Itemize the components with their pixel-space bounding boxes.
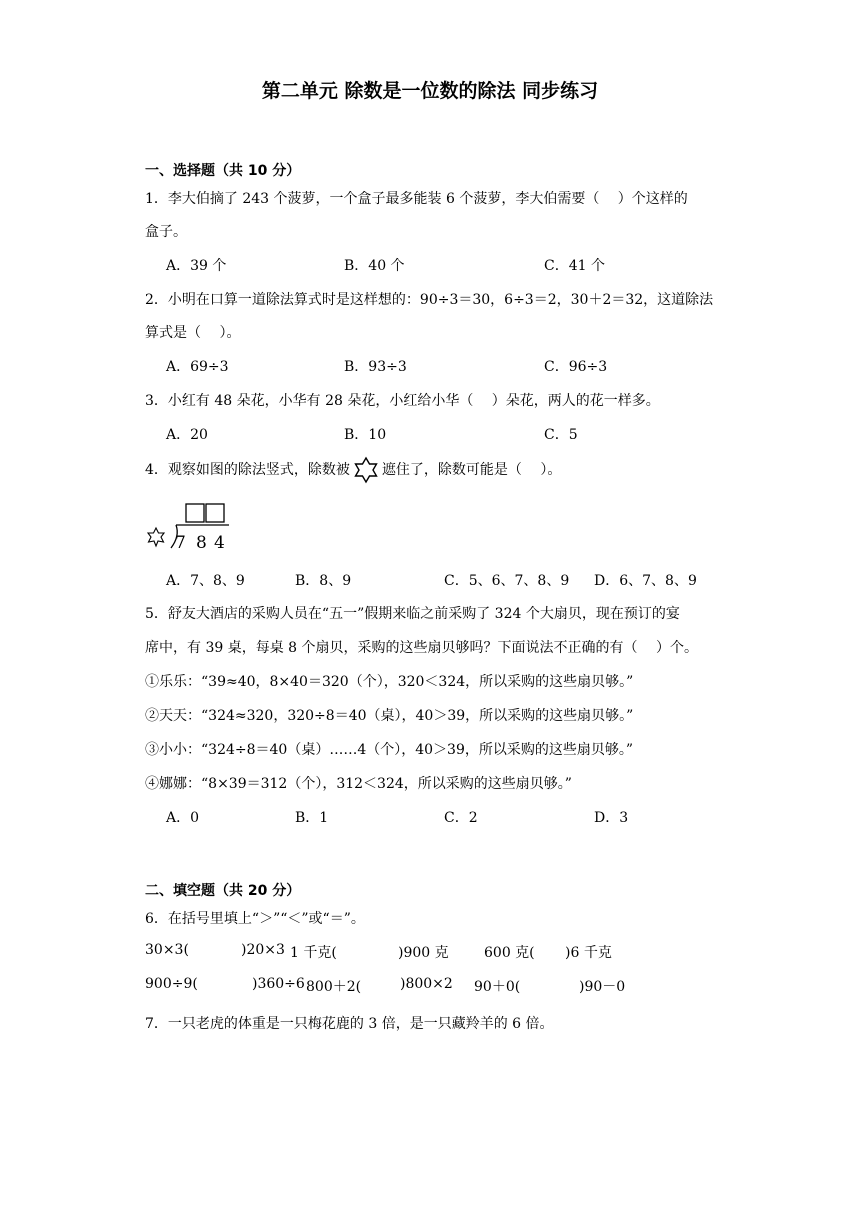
q4-option-d: D．6、7、8、9 [594, 573, 697, 589]
q5-option-d: D．3 [594, 810, 629, 826]
q5-statement-4: ④娜娜：“8×39＝312（个），312＜324，所以采购的这些扇贝够。” [145, 776, 572, 792]
question-2-text-cont: 算式是（ ）。 [145, 325, 241, 341]
q6-row2-item2-left: 800＋2( [306, 979, 362, 995]
q3-option-b: B．10 [344, 427, 387, 443]
question-4-text-before: 4．观察如图的除法竖式，除数被 [145, 462, 350, 478]
q2-option-a: A．69÷3 [166, 359, 229, 375]
q6-row2-item3-right: )90－0 [579, 979, 626, 995]
q3-option-a: A．20 [166, 427, 208, 443]
q5-option-c: C．2 [444, 810, 478, 826]
section-heading-choice: 一、选择题（共 10 分） [145, 163, 301, 179]
long-division-figure [145, 500, 245, 556]
q4-option-a: A．7、8、9 [166, 573, 245, 589]
q6-row1-item2-left: 1 千克( [290, 945, 337, 961]
quotient-box-1 [186, 504, 204, 522]
question-6-text: 6．在括号里填上“＞”“＜”或“＝”。 [145, 911, 365, 927]
quotient-box-2 [206, 504, 224, 522]
q1-option-c: C．41 个 [544, 258, 605, 274]
question-1-text-cont: 盒子。 [145, 224, 187, 240]
star-icon [352, 456, 380, 484]
q6-row2-item1-right: )360÷6 [252, 976, 305, 992]
divisor-star-icon [148, 528, 164, 546]
q5-statement-3: ③小小：“324÷8＝40（桌）……4（个），40＞39，所以采购的这些扇贝够。” [145, 742, 634, 758]
q6-row1-item3-right: )6 千克 [565, 945, 612, 961]
q6-row2-item2-right: )800×2 [400, 976, 453, 992]
q6-row1-item1-right: )20×3 [241, 942, 285, 958]
page-title: 第二单元 除数是一位数的除法 同步练习 [261, 80, 599, 102]
question-2-text: 2．小明在口算一道除法算式时是这样想的：90÷3＝30，6÷3＝2，30＋2＝32，这道除法 [145, 292, 714, 308]
q6-row1-item1-left: 30×3( [145, 942, 189, 958]
question-3-text: 3．小红有 48 朵花，小华有 28 朵花，小红给小华（ ）朵花，两人的花一样多。 [145, 393, 660, 409]
q1-option-a: A．39 个 [166, 258, 227, 274]
dividend-digit-2: 8 [196, 533, 207, 553]
q5-option-b: B．1 [295, 810, 329, 826]
q4-option-b: B．8、9 [295, 573, 352, 589]
q5-statement-2: ②天天：“324≈320，320÷8＝40（桌），40＞39，所以采购的这些扇贝够。” [145, 708, 634, 724]
section-heading-fill: 二、填空题（共 20 分） [145, 883, 301, 899]
question-7-text: 7．一只老虎的体重是一只梅花鹿的 3 倍，是一只藏羚羊的 6 倍。 [145, 1016, 554, 1032]
q5-statement-1: ①乐乐：“39≈40，8×40＝320（个），320＜324，所以采购的这些扇贝够。” [145, 674, 634, 690]
long-division-drawing [145, 500, 245, 556]
q6-row2-item1-left: 900÷9( [145, 976, 198, 992]
question-4-text-after: 遮住了，除数可能是（ ）。 [381, 462, 562, 478]
question-5-text-cont: 席中，有 39 桌，每桌 8 个扇贝，采购的这些扇贝够吗？下面说法不正确的有（ ）个。 [145, 640, 698, 656]
q2-option-b: B．93÷3 [344, 359, 407, 375]
q3-option-c: C．5 [544, 427, 578, 443]
question-4-text [145, 456, 561, 484]
q2-option-c: C．96÷3 [544, 359, 608, 375]
q4-option-c: C．5、6、7、8、9 [444, 573, 570, 589]
q5-option-a: A．0 [166, 810, 200, 826]
q6-row2-item3-left: 90＋0( [474, 979, 521, 995]
dividend-digit-1: 7 [175, 533, 186, 553]
q6-row1-item2-right: )900 克 [398, 945, 449, 961]
question-1-text: 1．李大伯摘了 243 个菠萝，一个盒子最多能装 6 个菠萝，李大伯需要（ ）个这样的 [145, 191, 688, 207]
dividend-digit-3: 4 [214, 533, 225, 553]
q1-option-b: B．40 个 [344, 258, 405, 274]
q6-row1-item3-left: 600 克( [484, 945, 535, 961]
question-5-text: 5．舒友大酒店的采购人员在“五一”假期来临之前采购了 324 个大扇贝，现在预订的宴 [145, 606, 680, 622]
